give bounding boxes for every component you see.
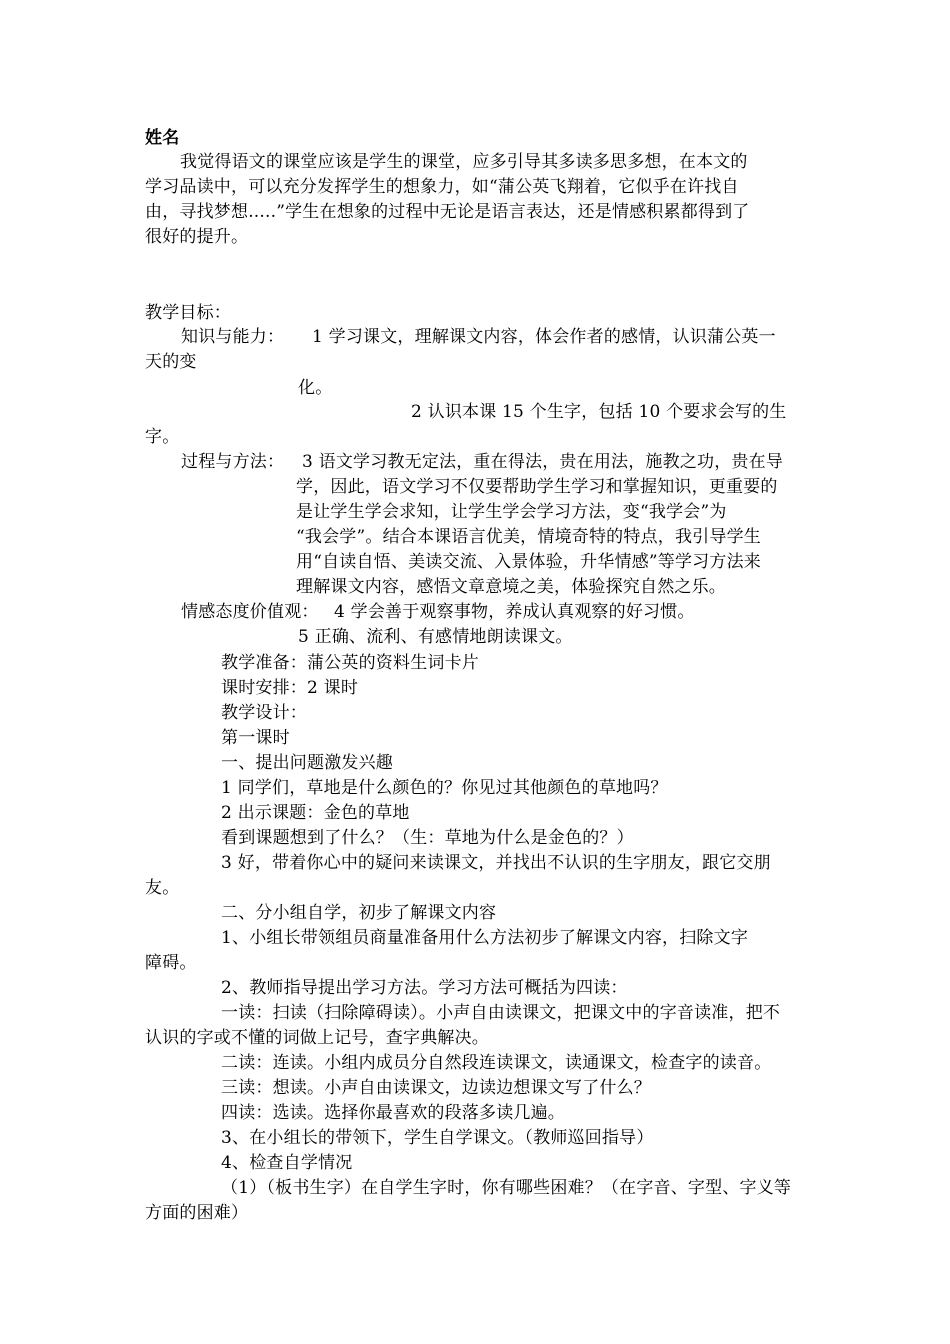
process-line: 是让学生学会求知，让学生学会学习方法，变“我学会”为 (296, 502, 727, 522)
class-schedule: 课时安排：2 课时 (221, 678, 359, 698)
knowledge-label: 知识与能力： (181, 327, 285, 347)
process-line: 理解课文内容，感悟文章意境之美，体验探究自然之乐。 (296, 577, 726, 597)
emotion-item: 5 正确、流利、有感情地朗读课文。 (298, 627, 573, 647)
body-line: 认识的字或不懂的词做上记号，查字典解决。 (145, 1028, 489, 1048)
lesson-title: 第一课时 (221, 728, 290, 748)
body-line: 2、教师指导提出学习方法。学习方法可概括为四读： (221, 978, 628, 998)
section-heading: 一、提出问题激发兴趣 (221, 753, 393, 773)
body-line: 3、在小组长的带领下，学生自学课文。（教师巡回指导） (221, 1128, 654, 1148)
body-line: 二读：连读。小组内成员分自然段连读课文，读通课文，检查字的读音。 (221, 1053, 772, 1073)
body-line: 4、检查自学情况 (221, 1153, 353, 1173)
emotion-label: 情感态度价值观： (181, 602, 319, 622)
knowledge-item: 化。 (298, 378, 333, 398)
teaching-prep: 教学准备：蒲公英的资料生词卡片 (221, 653, 479, 673)
emotion-item: 4 学会善于观察事物，养成认真观察的好习惯。 (334, 602, 695, 622)
body-line: 方面的困难） (145, 1203, 249, 1223)
reflection-line: 很好的提升。 (145, 227, 249, 247)
knowledge-item: 1 学习课文，理解课文内容，体会作者的感情，认识蒲公英一 (312, 327, 776, 347)
body-line: 看到课题想到了什么？（生：草地为什么是金色的？） (221, 828, 634, 848)
body-line: 2 出示课题：金色的草地 (221, 803, 410, 823)
body-line: 友。 (145, 878, 180, 898)
body-line: 一读：扫读（扫除障碍读）。小声自由读课文，把课文中的字音读准，把不 (221, 1003, 781, 1023)
process-label: 过程与方法： (181, 452, 285, 472)
teaching-design: 教学设计： (221, 703, 307, 723)
reflection-line: 由，寻找梦想.....”学生在想象的过程中无论是语言表达，还是情感积累都得到了 (145, 202, 750, 222)
body-line: 障碍。 (145, 953, 197, 973)
process-line: “我会学”。结合本课语言优美，情境奇特的特点，我引导学生 (296, 527, 761, 547)
knowledge-item: 天的变 (145, 352, 197, 372)
body-line: （1）（板书生字）在自学生字时，你有哪些困难？（在字音、字型、字义等 (221, 1178, 792, 1198)
body-line: 1 同学们，草地是什么颜色的？你见过其他颜色的草地吗？ (221, 778, 668, 798)
reflection-line: 我觉得语文的课堂应该是学生的课堂，应多引导其多读多思多想，在本文的 (180, 152, 748, 172)
process-line: 3 语文学习教无定法，重在得法，贵在用法，施教之功，贵在导 (302, 452, 784, 472)
body-line: 3 好，带着你心中的疑问来读课文，并找出不认识的生字朋友，跟它交朋 (221, 853, 771, 873)
body-line: 1、小组长带领组员商量准备用什么方法初步了解课文内容，扫除文字 (221, 928, 749, 948)
knowledge-item: 字。 (145, 427, 180, 447)
objectives-heading: 教学目标： (145, 303, 231, 323)
process-line: 用“自读自悟、美读交流、入景体验，升华情感”等学习方法来 (296, 552, 761, 572)
name-label: 姓名 (145, 128, 180, 148)
body-line: 四读：选读。选择你最喜欢的段落多读几遍。 (221, 1103, 565, 1123)
knowledge-item: 2 认识本课 15 个生字，包括 10 个要求会写的生 (411, 402, 787, 422)
section-heading: 二、分小组自学，初步了解课文内容 (221, 903, 497, 923)
process-line: 学，因此，语文学习不仅要帮助学生学习和掌握知识，更重要的 (296, 477, 778, 497)
body-line: 三读：想读。小声自由读课文，边读边想课文写了什么？ (221, 1078, 651, 1098)
reflection-line: 学习品读中，可以充分发挥学生的想象力，如“蒲公英飞翔着，它似乎在许找自 (145, 177, 739, 197)
